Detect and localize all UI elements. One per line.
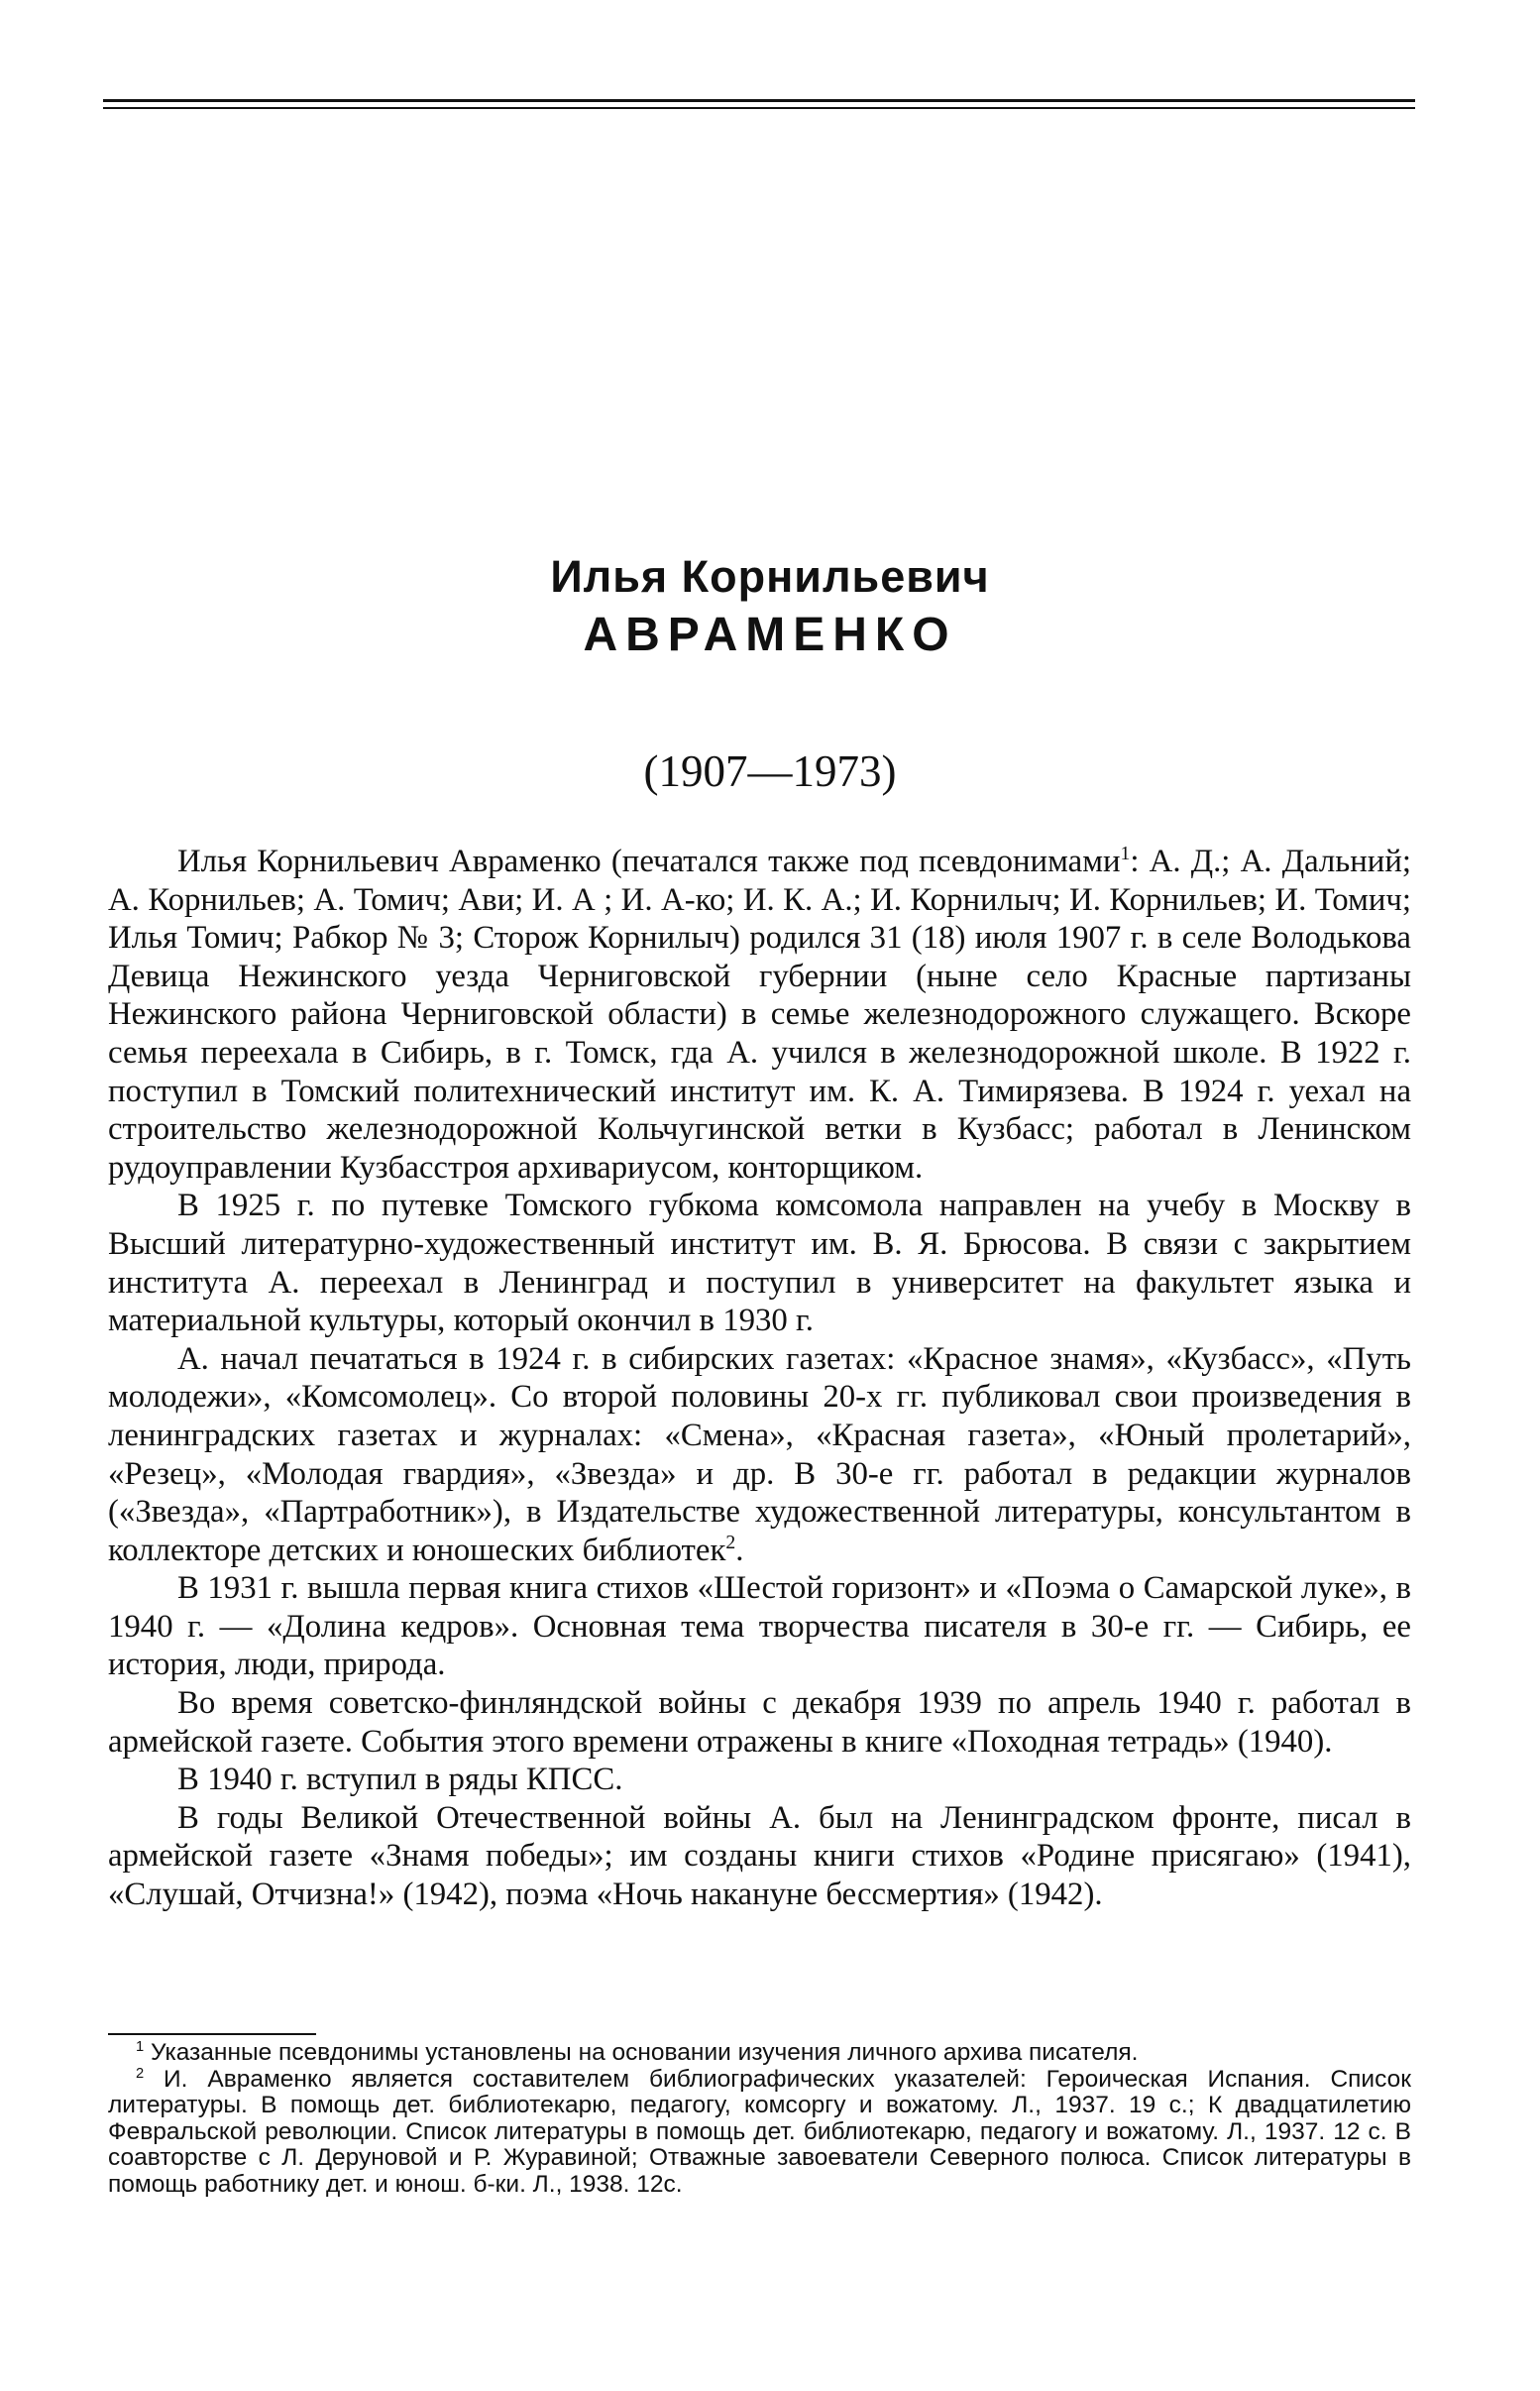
paragraph-2: В 1925 г. по путевке Томского губкома комсомола направлен на учебу в Москву в Высший литературно-художественный институт им. В. Я. Брюсова. В связи с закрытием института А. переехал в Ленинград и поступил в университет на факультет языка и материальной культуры, который окончил в 1930 г.: [108, 1188, 1411, 1339]
paragraph-6: В 1940 г. вступил в ряды КПСС.: [177, 1762, 623, 1798]
paragraph-3-part-a: А. начал печататься в 1924 г. в сибирских газетах: «Красное знамя», «Кузбасс», «Путь молодежи», «Комсомолец». Со второй половины 20-х гг. публиковал свои произведения в ленинградских газетах и журналах: «Смена», «Красная газета», «Юный пролетарий», «Резец», «Молодая гвардия», «Звезда» и др. В 30-е гг. работал в редакции журналов («Звезда», «Партработник»), в Издательстве художественной литературы, консультантом в коллекторе детских и юношеских библиотек: [108, 1340, 1411, 1568]
footnote-ref-2: 2: [725, 1531, 736, 1553]
footnote-1-mark: 1: [136, 2038, 145, 2055]
top-rule: [103, 99, 1415, 102]
footnote-1: [108, 2040, 1411, 2067]
footnote-2-mark: 2: [136, 2065, 145, 2082]
paragraph-1-part-a: Илья Корнильевич Авраменко (печатался также под псевдонимами: [177, 844, 1121, 879]
biography-text: [108, 843, 1411, 1914]
footnotes: [108, 2040, 1411, 2199]
author-name: Илья Корнильевич: [550, 551, 990, 602]
footnote-ref-1: 1: [1120, 843, 1131, 865]
top-rule-thin: [103, 107, 1415, 109]
footnote-1-text: Указанные псевдонимы установлены на основании изучения личного архива писателя.: [144, 2039, 1139, 2066]
paragraph-3-part-b: .: [735, 1532, 744, 1568]
paragraph-5: Во время советско-финляндской войны с декабря 1939 по апрель 1940 г. работал в армейской газете. События этого времени отражены в книге «Походная тетрадь» (1940).: [108, 1685, 1411, 1760]
paragraph-1: [108, 843, 1411, 1187]
life-years: (1907—1973): [643, 746, 897, 796]
paragraph-4: В 1931 г. вышла первая книга стихов «Шестой горизонт» и «Поэма о Самарской луке», в 1940 г. — «Долина кедров». Основная тема творчества писателя в 30-е гг. — Сибирь, ее история, люди, природа.: [108, 1570, 1411, 1683]
footnote-divider: [108, 2033, 316, 2035]
footnote-2: [108, 2067, 1411, 2199]
paragraph-1-part-b: : А. Д.; А. Дальний; А. Корнильев; А. Томич; Ави; И. А ; И. А-ко; И. К. А.; И. Корнилыч; И. Корнильев; И. Томич; Илья Томич; Рабкор № 3; Сторож Корнилыч) родился 31 (18) июля 1907 г. в селе Володькова Девица Нежинского уезда Черниговской губернии (ныне село Красные партизаны Нежинского района Черниговской области) в семье железнодорожного служащего. Вскоре семья переехала в Сибирь, в г. Томск, гда А. учился в железнодорожной школе. В 1922 г. поступил в Томский политехнический институт им. К. А. Тимирязева. В 1924 г. уехал на строительство железнодорожной Кольчугинской ветки в Кузбасс; работал в Ленинском рудоуправлении Кузбасстроя архивариусом, конторщиком.: [108, 844, 1411, 1186]
author-surname: АВРАМЕНКО: [583, 609, 957, 661]
paragraph-3: [108, 1340, 1411, 1570]
paragraph-7: В годы Великой Отечественной войны А. был на Ленинградском фронте, писал в армейской газете «Знамя победы»; им созданы книги стихов «Родине присягаю» (1941), «Слушай, Отчизна!» (1942), поэма «Ночь накануне бессмертия» (1942).: [108, 1799, 1411, 1913]
footnote-2-text: И. Авраменко является составителем библиографических указателей: Героическая Испания. Список литературы. В помощь дет. библиотекарю, педагогу, комсоргу и вожатому. Л., 1937. 19 с.; К двадцатилетию Февральской революции. Список литературы в помощь дет. библиотекарю, педагогу и вожатому. Л., 1937. 12 с. В соавторстве с Л. Деруновой и Р. Журавиной; Отважные завоеватели Северного полюса. Список литературы в помощь работнику дет. и юнош. б-ки. Л., 1938. 12с.: [108, 2065, 1411, 2198]
